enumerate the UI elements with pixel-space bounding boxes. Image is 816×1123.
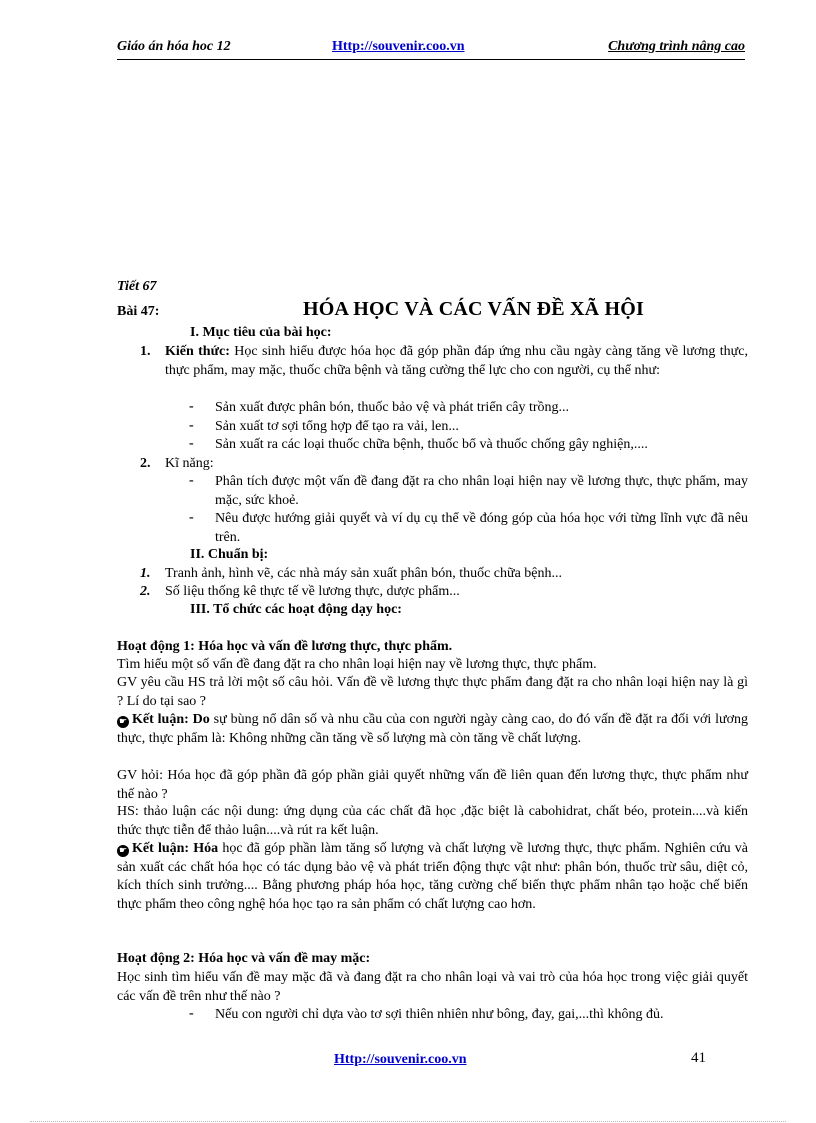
conclusion-label: Kết luận: Do: [132, 712, 210, 727]
item-number: 1.: [140, 344, 151, 359]
lesson-period: Tiết 67: [117, 279, 157, 294]
page-number: 41: [691, 1050, 706, 1066]
knowledge-label: Kiến thức:: [165, 344, 230, 359]
section-heading-2: II. Chuẩn bị:: [190, 547, 269, 562]
knowledge-paragraph: [165, 343, 748, 380]
list-item: Tranh ảnh, hình vẽ, các nhà máy sản xuất phân bón, thuốc chữa bệnh...: [165, 566, 563, 581]
lesson-title: HÓA HỌC VÀ CÁC VẤN ĐỀ XÃ HỘI: [303, 298, 645, 320]
section-heading-3: III. Tổ chức các hoạt động dạy học:: [190, 602, 402, 617]
pointing-hand-icon: ☛: [118, 846, 128, 856]
dash-bullet-icon: -: [189, 436, 194, 451]
knowledge-text: Học sinh hiểu được hóa học đã góp phần đáp ứng nhu cầu ngày càng tăng về lương thực, thực phẩm, may mặc, thuốc chữa bệnh và tăng cường thể lực cho con người, cụ thể như:: [165, 344, 748, 378]
list-item: Sản xuất được phân bón, thuốc bảo vệ và phát triển cây trồng...: [215, 400, 570, 415]
activity-2-title: Hoạt động 2: Hóa học và vấn đề may mặc:: [117, 951, 371, 966]
list-item: Phân tích được một vấn đề đang đặt ra cho nhân loại hiện nay về lương thực, thực phẩm, may mặc, sức khoẻ.: [215, 474, 748, 508]
dash-bullet-icon: -: [189, 510, 194, 525]
page-header: [117, 39, 745, 60]
activity-2-paragraph: Học sinh tìm hiểu vấn đề may mặc đã và đang đặt ra cho nhân loại và vai trò của hóa học trong việc giải quyết các vấn đề trên như thế nào ?: [117, 970, 748, 1004]
activity-1-paragraph: GV yêu cầu HS trả lời một số câu hỏi. Vấn đề về lương thực thực phẩm đang đặt ra cho nhân loại hiện nay là gì ? Lí do tại sao ?: [117, 675, 748, 709]
lesson-number: Bài 47:: [117, 304, 160, 319]
footer-link[interactable]: Http://souvenir.coo.vn: [334, 1052, 467, 1067]
dash-bullet-icon: -: [189, 1006, 194, 1021]
page-bottom-divider: [30, 1121, 786, 1122]
activity-1-paragraph: GV hỏi: Hóa học đã góp phần đã góp phần giải quyết những vấn đề liên quan đến lương thực, thực phẩm như thế nào ?: [117, 768, 748, 802]
conclusion-paragraph: [117, 711, 748, 748]
dash-bullet-icon: -: [189, 473, 194, 488]
activity-1-title: Hoạt động 1: Hóa học và vấn đề lương thực, thực phẩm.: [117, 639, 453, 654]
list-item: Nêu được hướng giải quyết và ví dụ cụ thể về đóng góp của hóa học với từng lĩnh vực đã nêu trên.: [215, 511, 748, 545]
activity-1-paragraph: Tìm hiểu một số vấn đề đang đặt ra cho nhân loại hiện nay về lương thực, thực phẩm.: [117, 657, 597, 672]
activity-1-paragraph: HS: thảo luận các nội dung: ứng dụng của các chất đã học ,đặc biệt là cabohidrat, chất béo, protein....và kiến thức thực tiễn để thảo luận....và rút ra kết luận.: [117, 804, 748, 838]
header-right: Chương trình nâng cao: [608, 39, 745, 54]
section-heading-1: I. Mục tiêu của bài học:: [190, 325, 332, 340]
pointing-hand-icon: ☛: [118, 717, 128, 727]
conclusion-paragraph: [117, 840, 748, 914]
header-left: Giáo án hóa hoc 12: [117, 39, 231, 54]
list-item: Số liệu thống kê thực tế về lương thực, dược phẩm...: [165, 584, 460, 599]
item-number: 2.: [140, 456, 151, 471]
list-item: Nếu con người chỉ dựa vào tơ sợi thiên nhiên như bông, đay, gai,...thì không đủ.: [215, 1007, 664, 1022]
conclusion-label: Kết luận: Hóa: [132, 841, 219, 856]
dash-bullet-icon: -: [189, 399, 194, 414]
header-link[interactable]: Http://souvenir.coo.vn: [332, 39, 465, 54]
dash-bullet-icon: -: [189, 418, 194, 433]
conclusion-text: sự bùng nổ dân số và nhu cầu của con người ngày càng cao, do đó vấn đề đặt ra đối với lương thực, thực phẩm là: Không những cần tăng về số lượng mà còn tăng về chất lượng.: [117, 712, 749, 746]
conclusion-text: học đã góp phần làm tăng số lượng và chất lượng về lương thực, thực phẩm. Nghiên cứu và sản xuất các chất hóa học có tác dụng bảo vệ và phát triển động thực vật như: phân bón, thuốc trừ sâu, diệt cỏ, kích thích sinh trưởng.... Bằng phương pháp hóa học, tăng cường chế biến thực phẩm nhân tạo hoặc chế biến thực phẩm theo công nghệ hóa học tạo ra sản phẩm có chất lượng cao hơn.: [117, 841, 748, 912]
skills-label: Kĩ năng:: [165, 456, 214, 471]
list-item: Sản xuất tơ sợi tổng hợp để tạo ra vải, len...: [215, 419, 459, 434]
list-item: Sản xuất ra các loại thuốc chữa bệnh, thuốc bổ và thuốc chống gây nghiện,....: [215, 437, 648, 452]
item-number: 1.: [140, 566, 151, 581]
item-number: 2.: [140, 584, 151, 599]
